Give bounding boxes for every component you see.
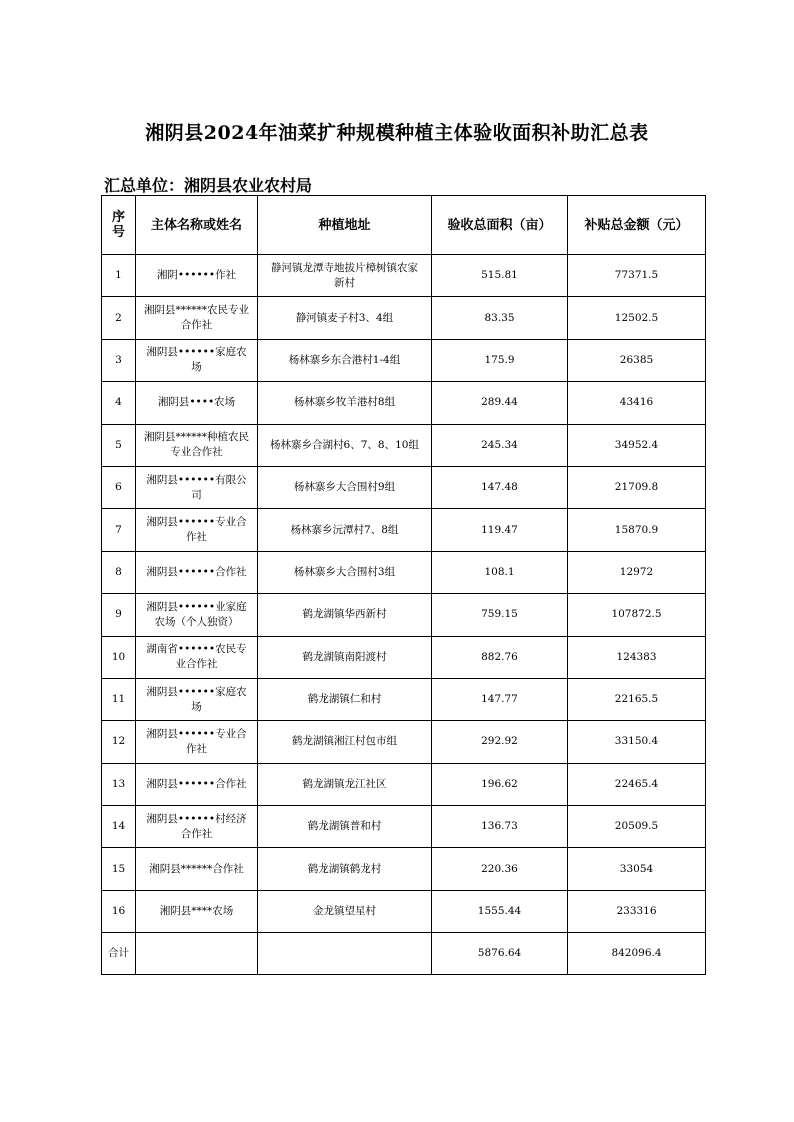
table-row [102,339,706,381]
row-index: 11 [102,678,136,720]
row-planting-address: 杨林寨乡合湖村6、7、8、10组 [258,424,432,466]
total-area: 5876.64 [432,933,568,975]
row-index: 5 [102,424,136,466]
row-accepted-area: 175.9 [432,339,568,381]
table-row [102,255,706,297]
row-accepted-area: 245.34 [432,424,568,466]
row-entity-name: 湘阴县••••••专业合作社 [136,721,258,763]
document-title: 湘阴县2024年油菜扩种规模种植主体验收面积补助汇总表 [145,122,649,144]
row-subsidy-amount: 233316 [568,890,706,932]
row-accepted-area: 289.44 [432,382,568,424]
summary-unit-label: 汇总单位：湘阴县农业农村局 [104,176,313,195]
row-subsidy-amount: 21709.8 [568,466,706,508]
row-planting-address: 鹤龙湖镇南阳渡村 [258,636,432,678]
row-entity-name: 湘阴县******农民专业合作社 [136,297,258,339]
row-planting-address: 鹤龙湖镇仁和村 [258,678,432,720]
row-subsidy-amount: 43416 [568,382,706,424]
row-accepted-area: 220.36 [432,848,568,890]
row-accepted-area: 147.48 [432,466,568,508]
row-index: 16 [102,890,136,932]
row-subsidy-amount: 20509.5 [568,806,706,848]
row-index: 13 [102,763,136,805]
row-planting-address: 杨林寨乡大合围村3组 [258,551,432,593]
table-row [102,806,706,848]
row-entity-name: 湘阴县••••••合作社 [136,551,258,593]
header-accepted-area: 验收总面积（亩） [432,196,568,255]
row-accepted-area: 1555.44 [432,890,568,932]
row-entity-name: 湘阴县****农场 [136,890,258,932]
row-planting-address: 杨林寨乡大合围村9组 [258,466,432,508]
row-accepted-area: 196.62 [432,763,568,805]
row-accepted-area: 83.35 [432,297,568,339]
row-planting-address: 杨林寨乡东合港村1-4组 [258,339,432,381]
total-label: 合计 [102,933,136,975]
table-row [102,721,706,763]
table-row [102,763,706,805]
row-index: 7 [102,509,136,551]
row-subsidy-amount: 107872.5 [568,594,706,636]
row-subsidy-amount: 124383 [568,636,706,678]
row-entity-name: 湘阴••••••作社 [136,255,258,297]
row-index: 1 [102,255,136,297]
row-planting-address: 鹤龙湖镇普和村 [258,806,432,848]
table-row [102,424,706,466]
row-accepted-area: 759.15 [432,594,568,636]
table-row [102,594,706,636]
subsidy-summary-table [101,195,706,975]
total-name-cell [136,933,258,975]
row-index: 3 [102,339,136,381]
table-row [102,509,706,551]
row-subsidy-amount: 12972 [568,551,706,593]
row-accepted-area: 147.77 [432,678,568,720]
row-accepted-area: 108.1 [432,551,568,593]
row-subsidy-amount: 15870.9 [568,509,706,551]
row-entity-name: 湖南省••••••农民专业合作社 [136,636,258,678]
table-row [102,297,706,339]
row-entity-name: 湘阴县******合作社 [136,848,258,890]
row-accepted-area: 882.76 [432,636,568,678]
row-entity-name: 湘阴县••••••家庭农场 [136,678,258,720]
table-row [102,890,706,932]
table-row [102,382,706,424]
row-subsidy-amount: 22165.5 [568,678,706,720]
row-planting-address: 鹤龙湖镇湘江村包市组 [258,721,432,763]
row-accepted-area: 136.73 [432,806,568,848]
row-subsidy-amount: 34952.4 [568,424,706,466]
row-planting-address: 鹤龙湖镇龙江社区 [258,763,432,805]
row-entity-name: 湘阴县••••农场 [136,382,258,424]
row-index: 4 [102,382,136,424]
row-index: 2 [102,297,136,339]
row-index: 12 [102,721,136,763]
table-total-row [102,933,706,975]
row-planting-address: 鹤龙湖镇鹤龙村 [258,848,432,890]
row-subsidy-amount: 12502.5 [568,297,706,339]
row-accepted-area: 292.92 [432,721,568,763]
row-entity-name: 湘阴县••••••有限公司 [136,466,258,508]
total-address-cell [258,933,432,975]
row-planting-address: 杨林寨乡沅潭村7、8组 [258,509,432,551]
row-planting-address: 杨林寨乡牧羊港村8组 [258,382,432,424]
row-index: 8 [102,551,136,593]
row-subsidy-amount: 22465.4 [568,763,706,805]
row-planting-address: 鹤龙湖镇华西新村 [258,594,432,636]
header-entity-name: 主体名称或姓名 [136,196,258,255]
row-subsidy-amount: 33054 [568,848,706,890]
table-row [102,848,706,890]
row-subsidy-amount: 77371.5 [568,255,706,297]
table-row [102,551,706,593]
header-planting-address: 种植地址 [258,196,432,255]
row-entity-name: 湘阴县••••••合作社 [136,763,258,805]
header-index: 序号 [102,196,136,255]
row-planting-address: 金龙镇望星村 [258,890,432,932]
row-entity-name: 湘阴县••••••村经济合作社 [136,806,258,848]
row-index: 10 [102,636,136,678]
row-index: 14 [102,806,136,848]
row-accepted-area: 119.47 [432,509,568,551]
table-row [102,636,706,678]
table-header-row [102,196,706,255]
row-planting-address: 静河镇龙潭寺地拔片樟树镇农家新村 [258,255,432,297]
row-index: 15 [102,848,136,890]
table-body [102,255,706,933]
header-subsidy-amount: 补贴总金额（元） [568,196,706,255]
row-index: 9 [102,594,136,636]
row-entity-name: 湘阴县••••••专业合作社 [136,509,258,551]
row-entity-name: 湘阴县******种植农民专业合作社 [136,424,258,466]
row-subsidy-amount: 26385 [568,339,706,381]
row-planting-address: 静河镇麦子村3、4组 [258,297,432,339]
row-entity-name: 湘阴县••••••业家庭农场（个人独资） [136,594,258,636]
row-index: 6 [102,466,136,508]
table-row [102,678,706,720]
table-row [102,466,706,508]
row-entity-name: 湘阴县••••••家庭农场 [136,339,258,381]
row-accepted-area: 515.81 [432,255,568,297]
total-amount: 842096.4 [568,933,706,975]
row-subsidy-amount: 33150.4 [568,721,706,763]
